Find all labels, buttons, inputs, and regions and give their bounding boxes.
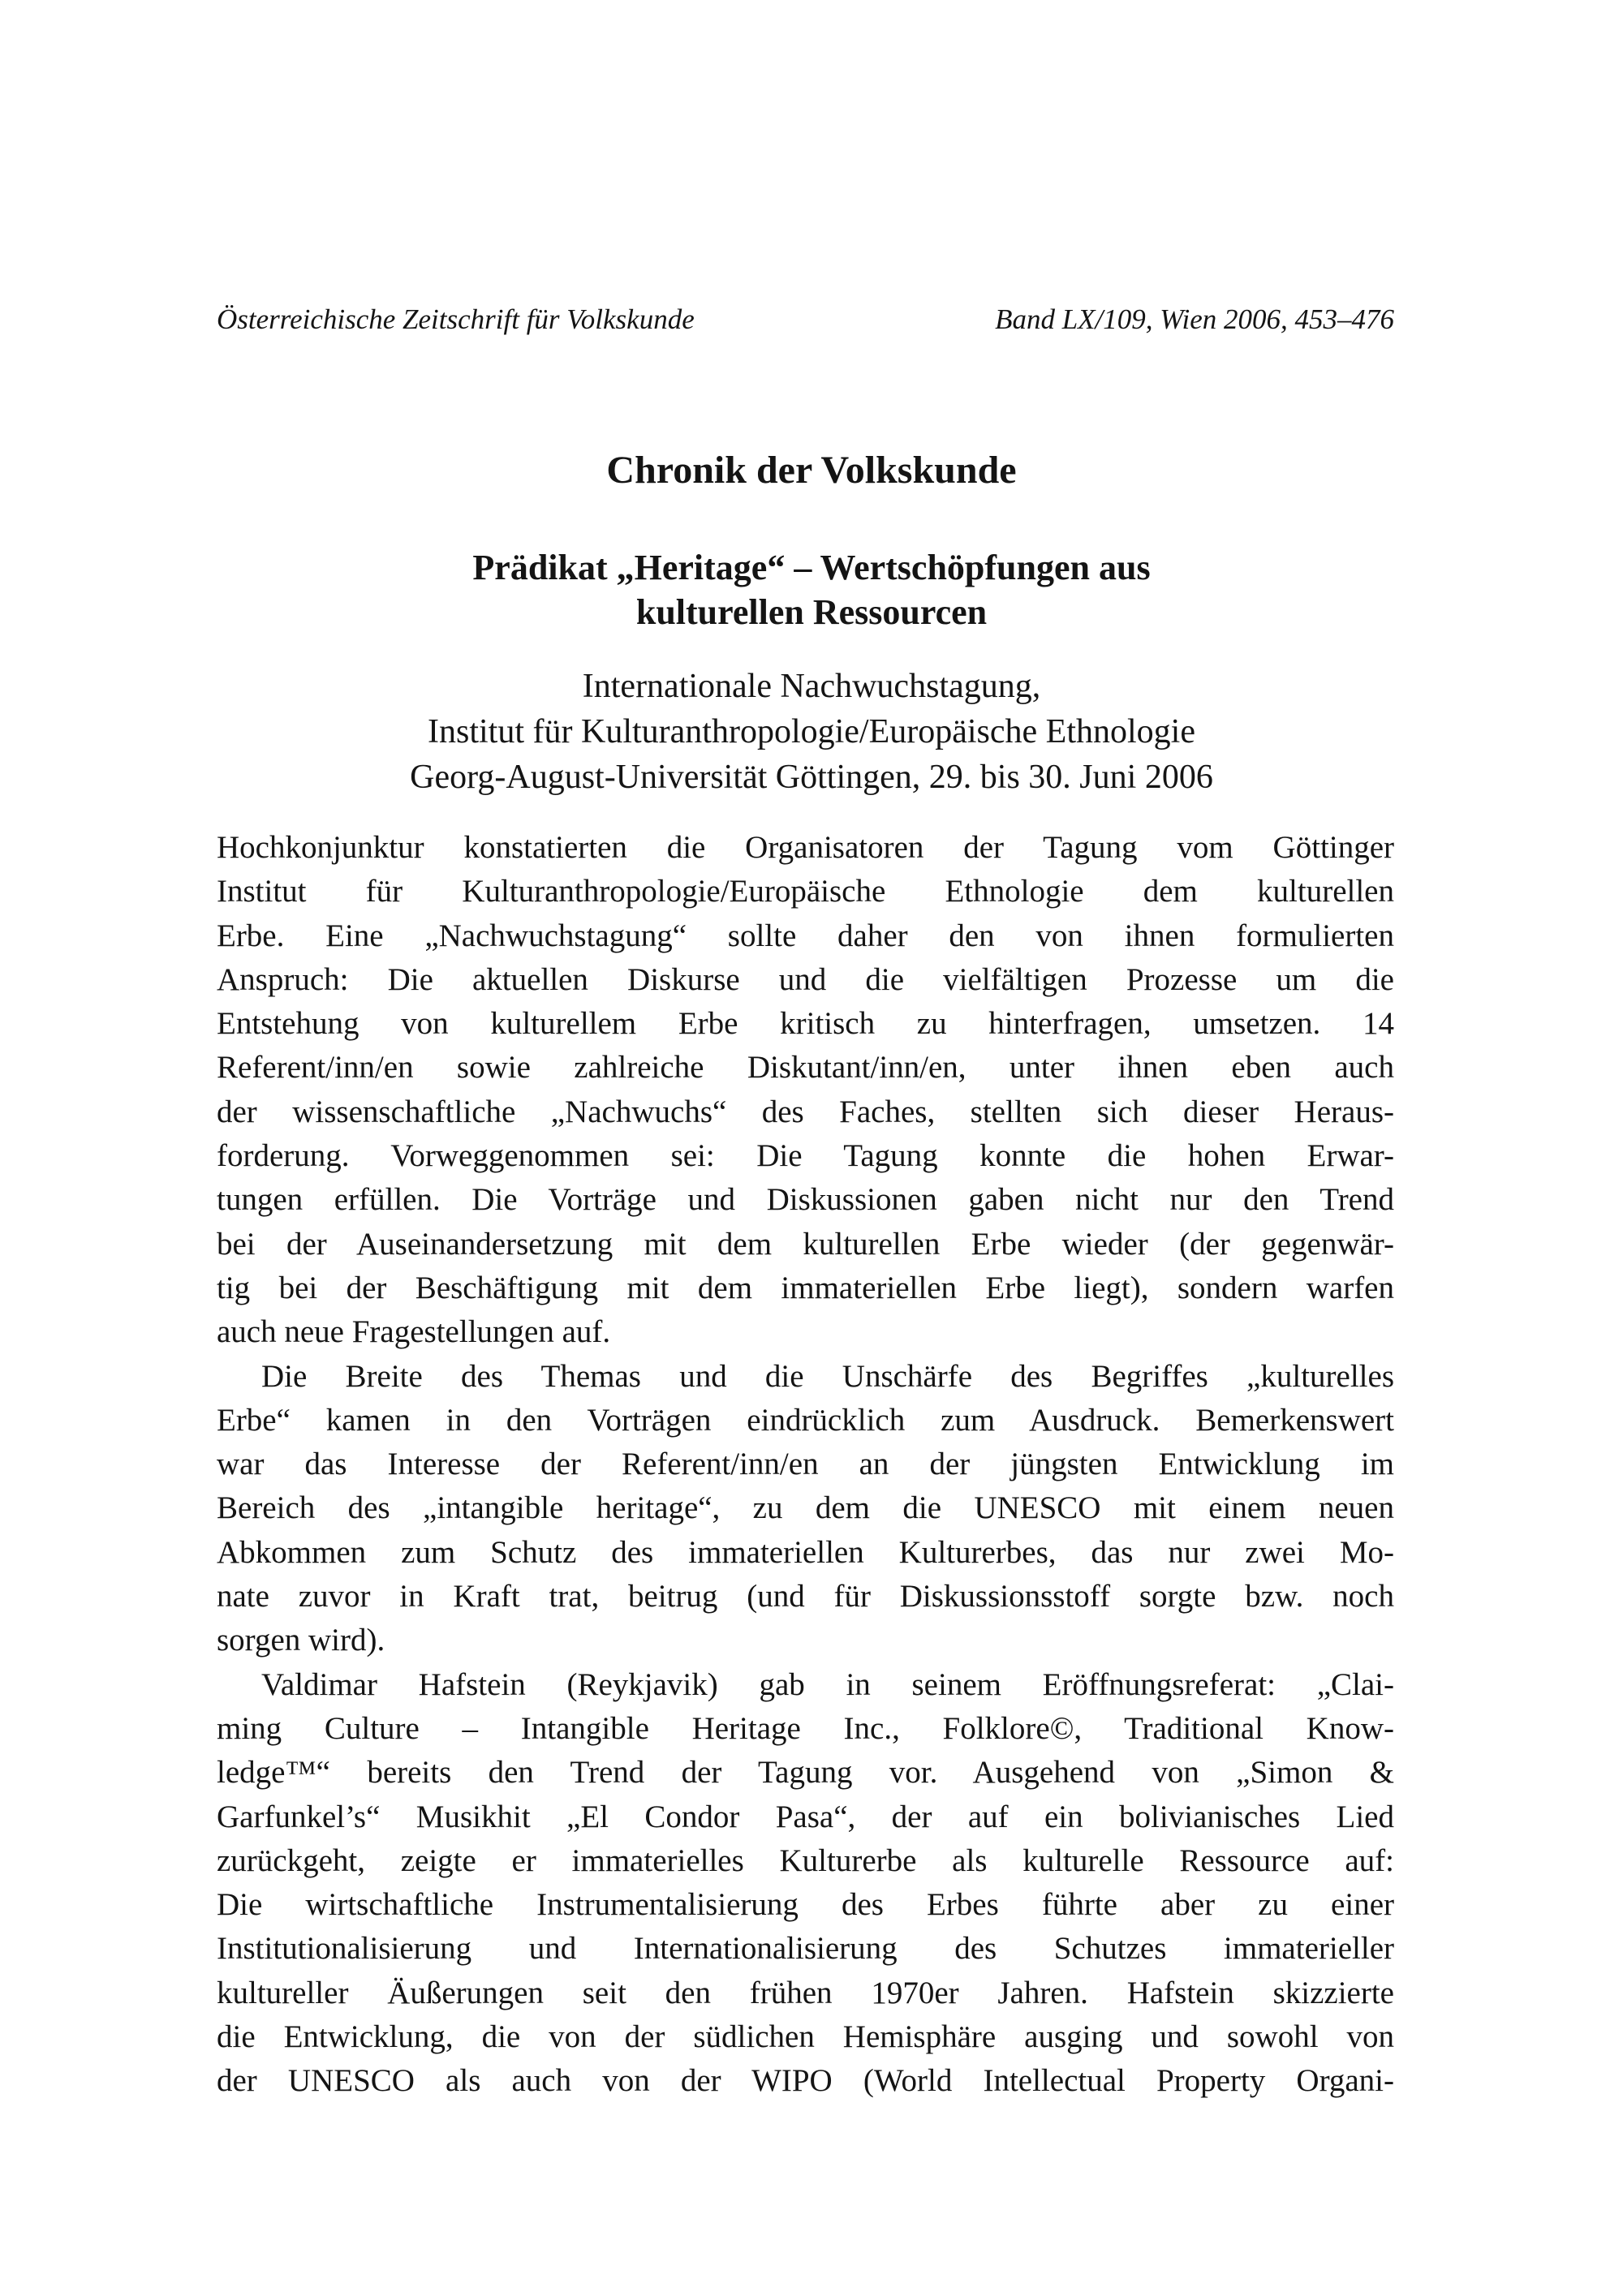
text-line: die Entwicklung, die von der südlichen Hemisphäre ausging und sowohl von bbox=[217, 2019, 1394, 2055]
text-line: tig bei der Beschäftigung mit dem immateriellen Erbe liegt), sondern warfen bbox=[217, 1270, 1394, 1305]
text-line: ledge™“ bereits den Trend der Tagung vor. Ausgehend von „Simon & bbox=[217, 1755, 1394, 1791]
text-line: war das Interesse der Referent/inn/en an der jüngsten Entwicklung im bbox=[217, 1447, 1394, 1482]
text-line: Institut für Kulturanthropologie/Europäische Ethnologie dem kulturellen bbox=[217, 874, 1394, 909]
text-line: Die Breite des Themas und die Unschärfe des Begriffes „kulturelles bbox=[261, 1358, 1394, 1394]
text-line: Garfunkel’s“ Musikhit „El Condor Pasa“, der auf ein bolivianisches Lied bbox=[217, 1799, 1394, 1834]
text-line: Anspruch: Die aktuellen Diskurse und die vielfältigen Prozesse um die bbox=[217, 961, 1394, 997]
article-title bbox=[0, 545, 1623, 634]
text-line: Entstehung von kulturellem Erbe kritisch zu hinterfragen, umsetzen. 14 bbox=[217, 1006, 1394, 1042]
text-line: Die wirtschaftliche Instrumentalisierung des Erbes führte aber zu einer bbox=[217, 1887, 1394, 1923]
paragraph-1 bbox=[217, 826, 1394, 1355]
conference-name: Internationale Nachwuchstagung, bbox=[582, 668, 1041, 705]
text-line: nate zuvor in Kraft trat, beitrug (und für Diskussionsstoff sorgte bzw. noch bbox=[217, 1579, 1394, 1615]
text-line: der UNESCO als auch von der WIPO (World Intellectual Property Organi- bbox=[217, 2063, 1394, 2099]
text-line: ming Culture – Intangible Heritage Inc., Folklore©, Traditional Know- bbox=[217, 1710, 1394, 1746]
text-line: Valdimar Hafstein (Reykjavik) gab in seinem Eröffnungsreferat: „Clai- bbox=[261, 1666, 1394, 1702]
running-head bbox=[217, 302, 1394, 338]
journal-name: Österreichische Zeitschrift für Volkskunde bbox=[217, 303, 695, 335]
text-line: bei der Auseinandersetzung mit dem kulturellen Erbe wieder (der gegenwär- bbox=[217, 1226, 1394, 1262]
article-title-line-1: Prädikat „Heritage“ – Wertschöpfungen aus bbox=[472, 548, 1151, 587]
text-line: sorgen wird). bbox=[217, 1623, 385, 1658]
volume-info: Band LX/109, Wien 2006, 453–476 bbox=[995, 303, 1394, 335]
section-title: Chronik der Volkskunde bbox=[606, 449, 1017, 492]
text-line: Institutionalisierung und Internationalisierung des Schutzes immaterieller bbox=[217, 1931, 1394, 1967]
text-line: zurückgeht, zeigte er immaterielles Kulturerbe als kulturelle Ressource auf: bbox=[217, 1842, 1394, 1878]
text-line: auch neue Fragestellungen auf. bbox=[217, 1314, 611, 1350]
text-line: forderung. Vorweggenommen sei: Die Tagung konnte die hohen Erwar- bbox=[217, 1138, 1394, 1174]
text-line: Abkommen zum Schutz des immateriellen Kulturerbes, das nur zwei Mo- bbox=[217, 1534, 1394, 1570]
text-line: Erbe. Eine „Nachwuchstagung“ sollte daher den von ihnen formulierten bbox=[217, 918, 1394, 953]
article-body bbox=[217, 826, 1394, 2104]
text-line: Bereich des „intangible heritage“, zu dem die UNESCO mit einem neuen bbox=[217, 1490, 1394, 1526]
paragraph-3 bbox=[217, 1663, 1394, 2104]
text-line: Referent/inn/en sowie zahlreiche Diskutant/inn/en, unter ihnen eben auch bbox=[217, 1050, 1394, 1086]
conference-location-date: Georg-August-Universität Göttingen, 29. bis 30. Juni 2006 bbox=[410, 759, 1213, 796]
conference-institute: Institut für Kulturanthropologie/Europäische Ethnologie bbox=[428, 713, 1195, 750]
text-line: der wissenschaftliche „Nachwuchs“ des Faches, stellten sich dieser Heraus- bbox=[217, 1094, 1394, 1129]
article-title-line-2: kulturellen Ressourcen bbox=[635, 592, 988, 632]
paragraph-2 bbox=[217, 1355, 1394, 1663]
text-line: Erbe“ kamen in den Vorträgen eindrücklich zum Ausdruck. Bemerkenswert bbox=[217, 1402, 1394, 1438]
conference-info bbox=[0, 664, 1623, 800]
text-line: Hochkonjunktur konstatierten die Organisatoren der Tagung vom Göttinger bbox=[217, 830, 1394, 865]
text-line: tungen erfüllen. Die Vorträge und Diskussionen gaben nicht nur den Trend bbox=[217, 1182, 1394, 1218]
text-line: kultureller Äußerungen seit den frühen 1970er Jahren. Hafstein skizzierte bbox=[217, 1975, 1394, 2010]
